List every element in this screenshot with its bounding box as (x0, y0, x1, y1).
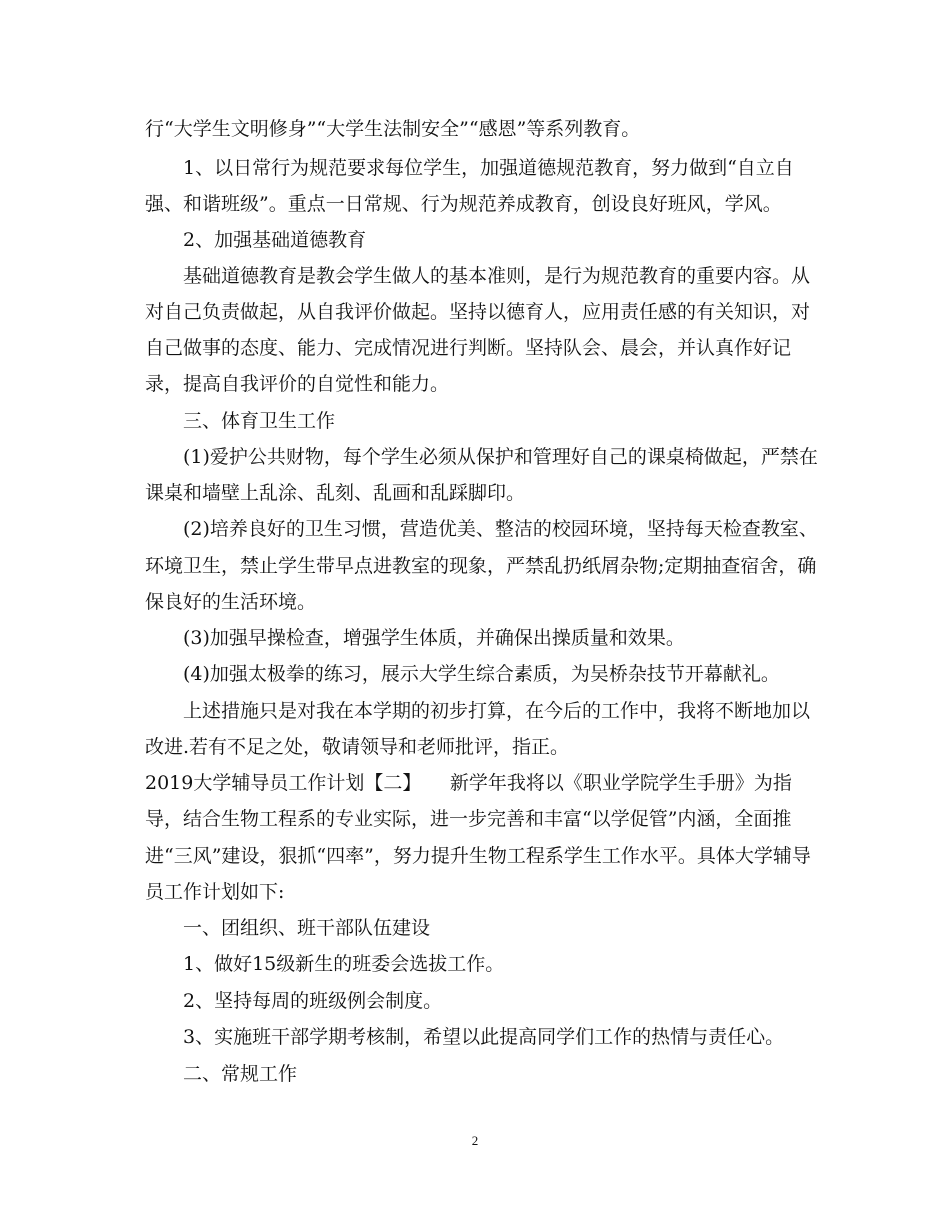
text-line: 课桌和墙壁上乱涂、乱刻、乱画和乱踩脚印。 (145, 482, 526, 504)
section-heading: 三、体育卫生工作 (183, 410, 336, 432)
text-line: 2、坚持每周的班级例会制度。 (183, 990, 443, 1012)
page-number: 2 (471, 1133, 479, 1148)
text-line: 员工作计划如下: (145, 881, 285, 903)
text-line: 强、和谐班级”。重点一日常规、行为规范养成教育，创设良好班风，学风。 (145, 193, 782, 215)
text-line: 保良好的生活环境。 (145, 591, 317, 613)
text-line: 1、以日常行为规范要求每位学生，加强道德规范教育，努力做到“自立自 (183, 157, 794, 179)
section-heading: 二、常规工作 (183, 1063, 298, 1085)
text-line: 2019大学辅导员工作计划【二】 新学年我将以《职业学院学生手册》为指 (145, 772, 792, 794)
text-line: (2)培养良好的卫生习惯，营造优美、整洁的校园环境，坚持每天检查教室、 (183, 518, 818, 540)
text-line: 录，提高自我评价的自觉性和能力。 (145, 373, 450, 395)
text-line: 上述措施只是对我在本学期的初步打算，在今后的工作中，我将不断地加以 (183, 700, 811, 722)
text-line: 改进.若有不足之处，敬请领导和老师批评，指正。 (145, 736, 570, 758)
text-line: (3)加强早操检查，增强学生体质，并确保出操质量和效果。 (183, 627, 685, 649)
text-line: 进“三风”建设，狠抓“四率”，努力提升生物工程系学生工作水平。具体大学辅导 (145, 845, 811, 867)
text-line: 3、实施班干部学期考核制，希望以此提高同学们工作的热情与责任心。 (183, 1026, 785, 1048)
text-line: 导，结合生物工程系的专业实际，进一步完善和丰富“以学促管”内涵，全面推 (145, 808, 792, 830)
text-line: 行“大学生文明修身”“大学生法制安全”“感恩”等系列教育。 (145, 118, 641, 140)
text-line: 环境卫生，禁止学生带早点进教室的现象，严禁乱扔纸屑杂物;定期抽查宿舍，确 (145, 555, 817, 577)
text-line: (4)加强太极拳的练习，展示大学生综合素质，为吴桥杂技节开幕献礼。 (183, 663, 780, 685)
text-line: (1)爱护公共财物，每个学生必须从保护和管理好自己的课桌椅做起，严禁在 (183, 446, 818, 468)
text-line: 对自己负责做起，从自我评价做起。坚持以德育人，应用责任感的有关知识，对 (145, 301, 811, 323)
section-heading: 一、团组织、班干部队伍建设 (183, 917, 431, 939)
text-line: 1、做好15级新生的班委会选拔工作。 (183, 953, 505, 975)
section-heading: 2、加强基础道德教育 (183, 229, 367, 251)
text-line: 基础道德教育是教会学生做人的基本准则，是行为规范教育的重要内容。从 (183, 265, 811, 287)
text-line: 自己做事的态度、能力、完成情况进行判断。坚持队会、晨会，并认真作好记 (145, 337, 792, 359)
